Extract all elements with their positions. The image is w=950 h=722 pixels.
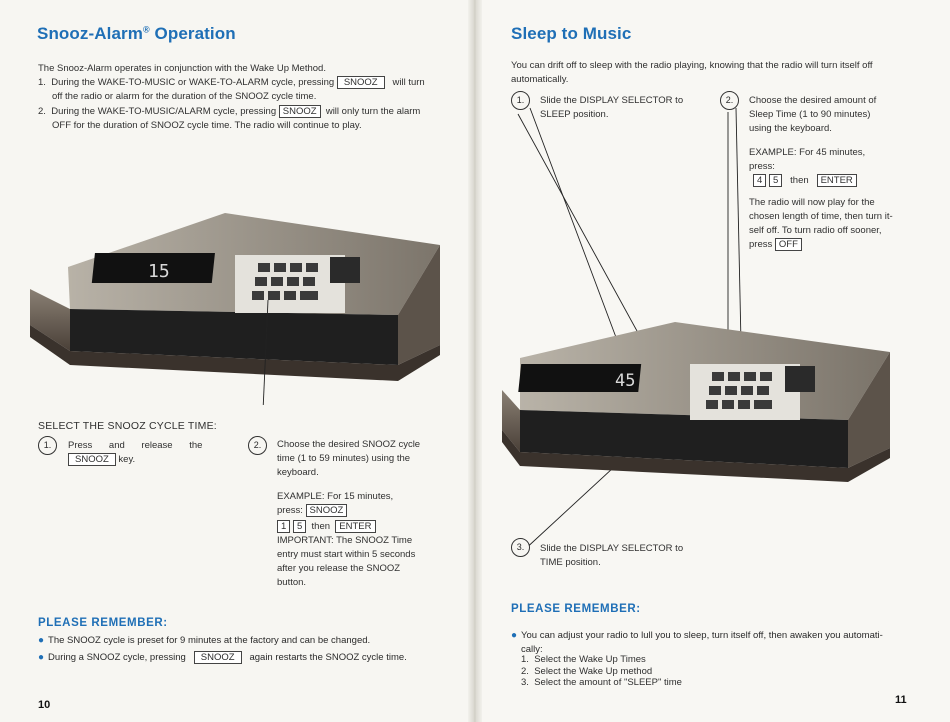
item-text-line2: off the radio or alarm for the duration of the SNOOZ cycle time.	[52, 91, 317, 102]
step-2-circle: 2.	[248, 436, 267, 455]
step-text: TIME position.	[540, 557, 601, 568]
sublist-item: 1. Select the Wake Up Times	[521, 654, 646, 665]
key-4-label: 4	[753, 174, 766, 187]
radio-off-button	[330, 257, 360, 283]
key-5-label: 5	[293, 520, 306, 533]
intro-line: automatically.	[511, 74, 569, 85]
right-step-2-circle: 2.	[720, 91, 739, 110]
title-suffix: Operation	[149, 24, 236, 43]
intro-line: You can drift off to sleep with the radio playing, knowing that the radio will turn itself off	[511, 60, 873, 71]
important-text: after you release the SNOOZ button.	[277, 563, 401, 588]
select-heading: SELECT THE SNOOZ CYCLE TIME:	[38, 420, 217, 432]
important-text: IMPORTANT: The SNOOZ Time	[277, 535, 413, 546]
item-text-line2: OFF for the duration of SNOOZ cycle time. The radio will continue to play.	[52, 120, 362, 131]
snooz-key-label: SNOOZ	[306, 504, 348, 517]
after-text: self off. To turn radio off sooner,	[749, 225, 882, 236]
important-text: entry must start within 5 seconds	[277, 549, 416, 560]
right-step-1-circle: 1.	[511, 91, 530, 110]
left-bullet-1	[38, 634, 370, 648]
bullet-dot: ●	[38, 652, 45, 663]
step-text: SLEEP position.	[540, 109, 609, 120]
display-reading: 15	[148, 261, 170, 282]
right-intro	[511, 59, 911, 87]
right-step-3-circle: 3.	[511, 538, 530, 557]
left-item-2	[38, 105, 458, 133]
item-text: During the WAKE-TO-MUSIC or WAKE-TO-ALARM cycle, pressing	[51, 77, 335, 88]
item-text: will only turn the alarm	[325, 106, 421, 117]
step-text: Choose the desired amount of	[749, 95, 877, 106]
snooz-key-label: SNOOZ	[194, 651, 242, 664]
bullet-text: The SNOOZ cycle is preset for 9 minutes at the factory and can be changed.	[48, 635, 371, 646]
item-text: will turn	[392, 77, 425, 88]
item-number: 2.	[38, 106, 46, 117]
item-number: 1.	[38, 77, 46, 88]
title-main: Snooz-Alarm	[37, 24, 143, 43]
example-text: EXAMPLE: For 45 minutes,	[749, 147, 866, 158]
snooz-key-label: SNOOZ	[279, 105, 321, 118]
left-intro: The Snooz-Alarm operates in conjunction with the Wake Up Method.	[38, 63, 326, 74]
after-text: The radio will now play for the	[749, 197, 875, 208]
step-text: Slide the DISPLAY SELECTOR to	[540, 543, 684, 554]
left-remember-heading: PLEASE REMEMBER:	[38, 617, 168, 629]
left-page-number: 10	[38, 699, 51, 711]
step-text: keyboard.	[277, 467, 319, 478]
press-text: press	[749, 239, 773, 250]
bullet-text: cally:	[521, 644, 543, 655]
right-sublist	[521, 653, 682, 689]
left-bullet-2	[38, 651, 407, 665]
display-reading: 45	[615, 371, 636, 391]
example-text: EXAMPLE: For 15 minutes,	[277, 491, 394, 502]
step-text: time (1 to 59 minutes) using the	[277, 453, 411, 464]
key-1-label: 1	[277, 520, 290, 533]
left-item-1	[38, 76, 458, 104]
snooz-key-label: SNOOZ	[337, 76, 385, 89]
step-text: Sleep Time (1 to 90 minutes)	[749, 109, 871, 120]
step-text: Press and release the	[68, 440, 203, 451]
step-1-circle: 1.	[38, 436, 57, 455]
bullet-text: You can adjust your radio to lull you to sleep, turn itself off, then awaken you automati-	[521, 630, 883, 641]
step-text: Slide the DISPLAY SELECTOR to	[540, 95, 684, 106]
enter-key-label: ENTER	[335, 520, 375, 533]
then-text: then	[311, 521, 331, 532]
left-step-1	[68, 439, 218, 467]
press-text: press:	[749, 161, 775, 172]
left-step-2	[277, 438, 429, 590]
after-text: chosen length of time, then turn it-	[749, 211, 893, 222]
key-5-label: 5	[769, 174, 782, 187]
left-page-title	[37, 24, 236, 44]
radio-off-button	[785, 366, 815, 392]
bullet-text: again restarts the SNOOZ cycle time.	[249, 652, 407, 663]
right-page-title: Sleep to Music	[511, 24, 632, 43]
bullet-dot: ●	[38, 635, 45, 646]
press-text: press:	[277, 505, 303, 516]
clock-radio-illustration-right	[480, 90, 950, 560]
right-page-number: 11	[895, 694, 907, 706]
step-text: using the keyboard.	[749, 123, 832, 134]
enter-key-label: ENTER	[817, 174, 857, 187]
bullet-text: During a SNOOZ cycle, pressing	[48, 652, 186, 663]
right-remember-heading: PLEASE REMEMBER:	[511, 603, 641, 615]
sublist-item: 3. Select the amount of "SLEEP" time	[521, 677, 682, 688]
then-text: then	[790, 175, 809, 186]
right-step-3	[540, 542, 683, 570]
sublist-item: 2. Select the Wake Up method	[521, 666, 653, 677]
step-text: Choose the desired SNOOZ cycle	[277, 439, 421, 450]
registered-mark: ®	[142, 24, 150, 35]
bullet-dot: ●	[511, 630, 518, 641]
off-key-label: OFF	[775, 238, 802, 251]
snooz-key-label: SNOOZ	[68, 453, 116, 466]
clock-radio-illustration	[30, 205, 450, 405]
step-text: key.	[118, 454, 136, 465]
item-text: During the WAKE-TO-MUSIC/ALARM cycle, pressing	[51, 106, 277, 117]
